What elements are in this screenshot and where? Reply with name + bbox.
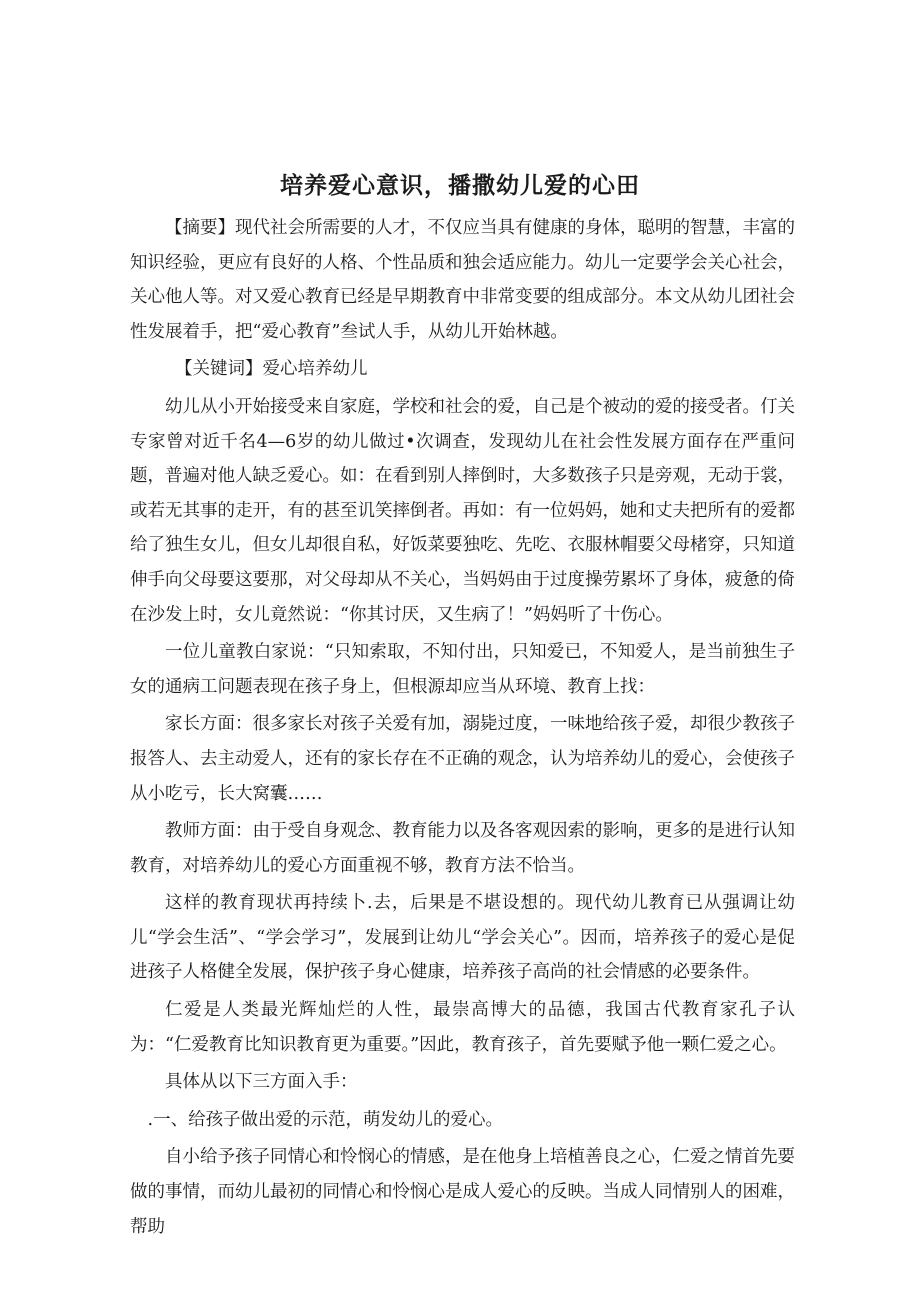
body-paragraph: 教师方面：由于受自身观念、教育能力以及各客观因索的影响，更多的是进行认知教育，对培养幼儿的爱心方面重视不够，教育方法不恰当。 [130, 821, 795, 876]
document-title: 培养爱心意识，播撒幼儿爱的心田 [280, 173, 640, 199]
body-paragraph: 具体从以下三方面入手： [165, 1072, 358, 1093]
body-paragraph: 仁爱是人类最光辉灿烂的人性，最崇高博大的品德，我国古代教育家孔子认为：“仁爱教育比知识教育更为重要。”因此，教育孩子，首先要赋予他一颗仁爱之心。 [130, 1000, 795, 1055]
keywords-paragraph: 【关键词】爱心培养幼儿 [175, 359, 368, 380]
document-body [130, 211, 795, 1244]
body-paragraph: 幼儿从小开始接受来自家庭，学校和社会的爱，自己是个被动的爱的接受者。仃关专家曾对近千名4—6岁的幼儿做过•次调查，发现幼儿在社会性发展方面存在严重问题，普遍对他人缺乏爱心。如：在看到别人摔倒时，大多数孩子只是旁观，无动于裳，或若无其事的走开，有的甚至讥笑摔倒者。再如：有一位妈妈，她和丈夫把所有的爱都给了独生女儿，但女儿却很自私，好饭菜要独吃、先吃、衣服林帽要父母楮穿，只知道伸手向父母要这要那，对父母却从不关心，当妈妈由于过度操劳累坏了身体，疲惫的倚在沙发上时，女儿竟然说：“你其讨厌，又生病了！”妈妈听了十伤心。 [130, 396, 795, 625]
body-paragraph: 这样的教育现状再持续卜.去，后果是不堪设想的。现代幼儿教育已从强调让幼儿“学会生活”、“学会学习”，发展到让幼儿“学会关心”。因而，培养孩子的爱心是促进孩子人格健全发展，保护孩子身心健康，培养孩子高尚的社会情感的必要条件。 [130, 893, 795, 983]
section-heading: .一、给孩子做出爱的示范，萌发幼儿的爱心。 [147, 1109, 504, 1130]
abstract-paragraph: 【摘要】现代社会所需要的人才，不仅应当具有健康的身体，聪明的智慧，丰富的知识经验，更应有良好的人格、个性品质和独会适应能力。幼儿一定要学会关心社会，关心他人等。对又爱心教育已经是早期教育中非常变要的组成部分。本文从幼儿团社会性发展着手，把“爱心教育”叁试人手，从幼儿开始林越。 [130, 218, 795, 342]
body-paragraph: 一位儿童教白家说：“只知索取，不知付出，只知爱已，不知爱人，是当前独生子女的通病工问题表现在孩子身上，但根源却应当从环境、教育上找： [130, 642, 795, 697]
body-paragraph: 家长方面：很多家长对孩子关爱有加，溺毙过度，一味地给孩子爱，却很少教孩子报答人、去主动爱人，还有的家长存在不正确的观念，认为培养幼儿的爱心，会使孩子从小吃亏，长大窝囊…… [130, 714, 795, 804]
body-paragraph: 自小给予孩子同情心和怜悯心的情感，是在他身上培植善良之心，仁爱之情首先要做的事情，而幼儿最初的同情心和怜悯心是成人爱心的反映。当成人同情别人的困难，帮助 [130, 1147, 795, 1237]
